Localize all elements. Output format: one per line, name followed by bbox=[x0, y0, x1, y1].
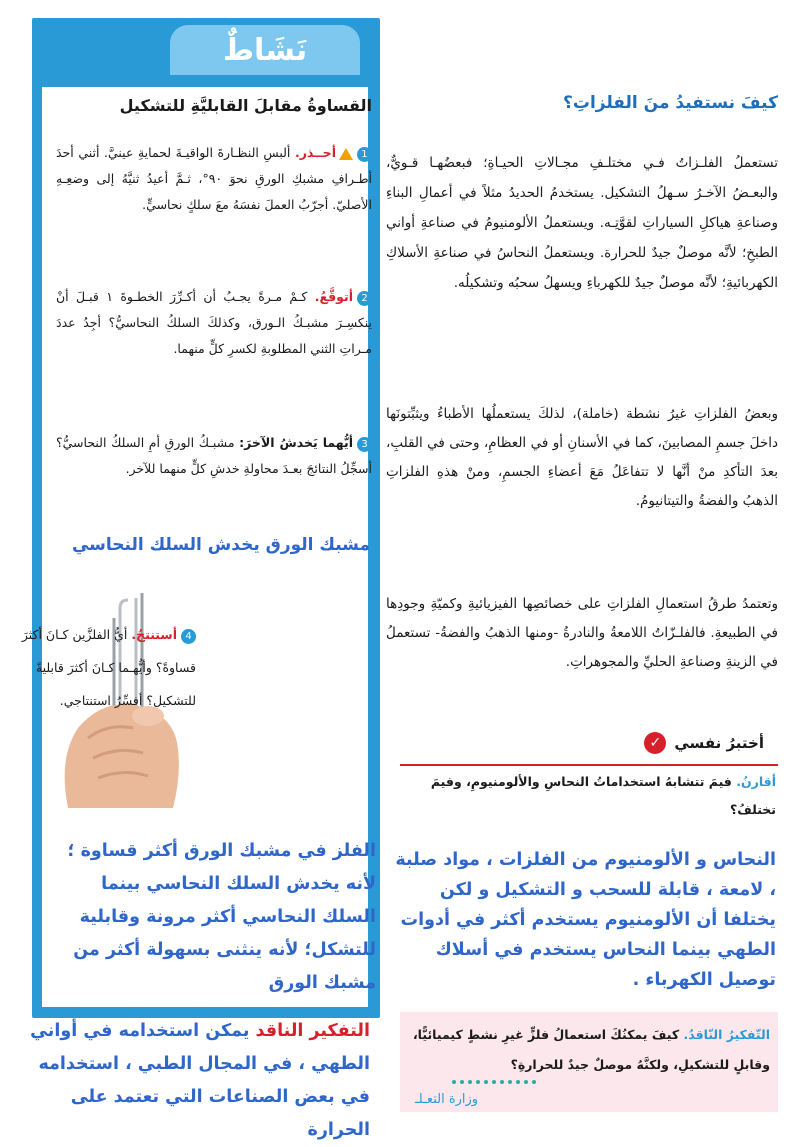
critical-text: كيفَ يمكنُكَ استعمالُ فلزٍّ غيرِ نشطٍ كيميائيًّا، وقابلٍ للتشكيلِ، ولكنَّهُ موصلٌ جيدٌ للحرارةِ؟ bbox=[412, 1027, 770, 1072]
handwritten-answer-step-4: الفلز في مشبك الورق أكثر قساوة ؛ لأنه يخدش السلك النحاسي بينما السلك النحاسي أكثر مرونة وقابلية للتشكل؛ لأنه ينثنى بسهولة أكثر من مشبك الورق bbox=[67, 841, 376, 993]
warning-icon bbox=[339, 148, 353, 160]
step-text: ألبسِ النظـارةَ الواقيـةَ لحمايةِ عينيَّ. أثني أحدَ أطـرافِ مشبكِ الورقِ نحوَ ٩٠°، ثـمَّ أعيدُ ثنيَّهُ إلى وضعِـهِ الأصليّ. أجرّبُ العملَ نفسَهُ معَ سلكٍ نحاسيٍّ. bbox=[56, 145, 372, 212]
step-label: أيُّهما يَخدشُ الآخرَ: bbox=[239, 435, 353, 450]
check-icon: ✓ bbox=[644, 732, 666, 754]
compare-text: فيمَ تتشابهُ استخداماتُ النحاسِ والألومنيومِ، وفيمَ تختلفُ؟ bbox=[430, 774, 776, 817]
activity-step-1 bbox=[56, 140, 372, 272]
critical-thinking-label: التفكير الناقد bbox=[255, 1021, 370, 1041]
activity-step-3 bbox=[56, 430, 372, 530]
step-label: أستنتجُ. bbox=[131, 627, 177, 642]
step-text: كـمْ مـرةً يجـبُ أن أكـرِّرَ الخطـوةَ ١ قبـلَ أنْ ينكسِـرَ مشبـكُ الـورق، وكذلكَ السلكُ النحاسيُّ؟ أجِدُ عددَ مـراتِ الثني المطلوبةِ لكسرِ كلٍّ منهما. bbox=[56, 289, 372, 356]
self-test-title: أختبرُ نفسي bbox=[674, 734, 764, 752]
paragraph-metal-uses: تستعملُ الفلـزاتُ فـي مختلـفِ مجـالاتِ الحيـاةِ؛ فبعضُهـا قـويٌّ، والبعـضُ الآخـرُ سـهلُ التشكيل. يستخدمُ الحديدُ مثلاً في أعمالِ البناءِ وصناعةِ هياكلِ السياراتِ لقوَّتِـه. ويستعملُ الألومنيومُ في صناعةِ أواني الطبخِ؛ لأنَّه موصلٌ جيدٌ للحرارة. ويستعملُ النحاسُ في صناعةِ الأسلاكِ الكهربائيةِ؛ لأنَّه موصلٌ جيدٌ للكهرباءِ ويسهلُ سحبُه وتشكيلُه. bbox=[386, 155, 778, 291]
handwritten-answer-compare: النحاس و الألومنيوم من الفلزات ، مواد صلبة ، لامعة ، قابلة للسحب و التشكيل و لكن يختلفا أن الألومنيوم يستخدم أكثر في أدوات الطهي بينما النحاس يستخدم في أسلاك توصيل الكهرباء . bbox=[395, 850, 776, 990]
critical-thinking-answer-text: يمكن استخدامه في أواني الطهي ، في المجال الطبي ، استخدامه في بعض الصناعات التي تعتمد على الحرارة bbox=[30, 1021, 370, 1140]
paragraph-physical-properties: وتعتمدُ طرقُ استعمالِ الفلزاتِ على خصائصِها الفيزيائيةِ وكميّةِ وجودِها في الطبيعةِ. فالفلـزّاتُ اللامعةُ والنادرةُ -ومنها الذهبُ والفضةُ- تستعملُ في الزينةِ وصناعةِ الحليِّ والمجوهراتِ. bbox=[386, 596, 778, 670]
paragraph-inert-metals: وبعضُ الفلزاتِ غيرُ نشطة (خاملة)، لذلكَ يستعملُها الأطباءُ ويثبِّتونَها داخلَ جسمِ المصابينَ، كما في الأسنانِ أو في العظامِ، وحتى في القلبِ، بعدَ التأكدِ منْ أنَّها لا تتفاعَلُ مَعَ أعضاءِ الجسمِ، ومنْ هذهِ الفلزاتِ الذهبُ والفضةُ والتيتانيومُ. bbox=[386, 406, 778, 509]
activity-step-2 bbox=[56, 284, 372, 410]
step-text: مشبـكُ الورقِ أمِ السلكُ النحاسيُّ؟ أسجِّلُ النتائجَ بعـدَ محاولةِ خدشِ كلٍّ منهما للآخر. bbox=[56, 435, 372, 476]
step-number: 2 bbox=[357, 291, 372, 306]
section-heading: كيفَ نستفيدُ منَ الفلزاتِ؟ bbox=[563, 93, 778, 113]
step-text: أيُّ الفلزَّين كـانَ أكثرَ قساوةً؟ وأيُّهـما كـانَ أكثرَ قابليةً للتشكيل؟ أفسِّرُ استنتاجي. bbox=[21, 627, 196, 708]
activity-step-4 bbox=[16, 618, 196, 717]
self-test-heading bbox=[644, 732, 764, 754]
handwritten-answer-step-3: مشبك الورق يخدش السلك النحاسي bbox=[71, 535, 370, 555]
ministry-watermark: وزارة التعـلـ bbox=[415, 1092, 479, 1107]
step-number: 4 bbox=[181, 629, 196, 644]
critical-label: التّفكيرُ النّاقدُ. bbox=[683, 1027, 770, 1042]
step-number: 3 bbox=[357, 437, 372, 452]
critical-thinking-answer bbox=[30, 1015, 370, 1147]
step-label: أحــذر. bbox=[294, 145, 336, 160]
compare-label: أقارنُ. bbox=[736, 774, 776, 789]
ministry-logo-dots-icon bbox=[448, 1074, 538, 1090]
step-number: 1 bbox=[357, 147, 372, 162]
step-label: أتوقَّعُ. bbox=[314, 289, 353, 304]
compare-question bbox=[406, 768, 776, 824]
activity-heading: القساوةُ مقابلَ القابليَّةِ للتشكيل bbox=[119, 96, 372, 115]
activity-tab-label: نَشَاطٌ bbox=[222, 32, 308, 68]
activity-tab bbox=[170, 25, 360, 75]
menu-lines-icon bbox=[366, 47, 380, 65]
critical-thinking-question bbox=[408, 1020, 770, 1080]
divider bbox=[400, 764, 778, 766]
